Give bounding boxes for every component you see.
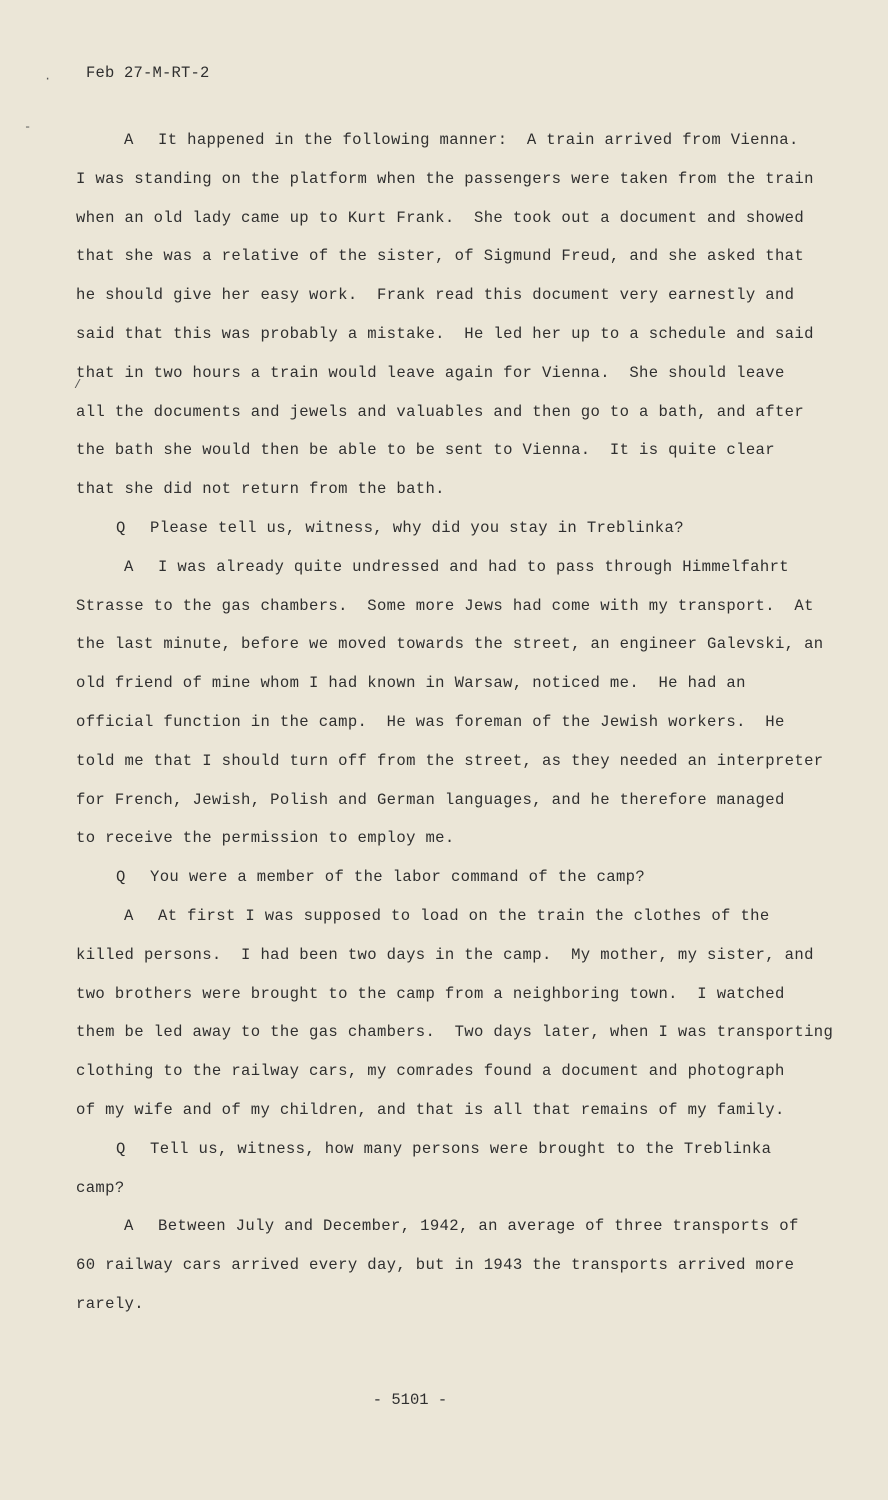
line-text: Please tell us, witness, why did you stay in Treblinka? (150, 518, 684, 537)
question-marker: Q (116, 868, 126, 887)
margin-mark: / (74, 378, 82, 392)
text-line (76, 160, 828, 199)
margin-mark: - (24, 120, 32, 134)
margin-mark: · (44, 72, 52, 86)
text-line (76, 199, 828, 238)
line-text: that in two hours a train would leave again for Vienna. She should leave (76, 363, 785, 382)
answer-marker: A (124, 131, 134, 149)
answer-line (76, 897, 828, 936)
answer-marker: A (124, 1217, 134, 1236)
line-text: killed persons. I had been two days in the camp. My mother, my sister, and (76, 945, 814, 964)
question-marker: Q (116, 518, 126, 537)
text-line (76, 470, 828, 509)
line-text: camp? (76, 1178, 125, 1197)
page-number: - 5101 - (372, 1391, 448, 1409)
answer-line (76, 548, 828, 587)
text-line (76, 393, 828, 432)
answer-marker: A (124, 906, 134, 925)
text-line (76, 1091, 828, 1130)
text-line (76, 1285, 828, 1324)
line-text: clothing to the railway cars, my comrades found a document and photograph (76, 1062, 785, 1081)
question-marker: Q (116, 1139, 126, 1158)
line-text: for French, Jewish, Polish and German languages, and he therefore managed (76, 790, 785, 809)
text-line (76, 625, 828, 664)
text-line (76, 703, 828, 742)
line-text: I was already quite undressed and had to pass through Himmelfahrt (158, 557, 790, 576)
text-line (76, 587, 828, 626)
transcript-body (76, 121, 834, 1324)
line-text: told me that I should turn off from the street, as they needed an interpreter (76, 751, 824, 770)
line-text: two brothers were brought to the camp from a neighboring town. I watched (76, 984, 785, 1003)
line-text: 60 railway cars arrived every day, but in 1943 the transports arrived more (76, 1256, 795, 1275)
line-text: that she did not return from the bath. (76, 480, 445, 499)
line-text: of my wife and of my children, and that is all that remains of my family. (76, 1100, 785, 1119)
answer-line (76, 121, 828, 160)
line-text: It happened in the following manner: A train arrived from Vienna. (158, 131, 799, 149)
line-text: official function in the camp. He was foreman of the Jewish workers. He (76, 712, 785, 731)
text-line (76, 1169, 828, 1208)
text-line (76, 431, 828, 470)
line-text: he should give her easy work. Frank read this document very earnestly and (76, 286, 795, 305)
line-text: Tell us, witness, how many persons were brought to the Treblinka (150, 1139, 772, 1158)
line-text: them be led away to the gas chambers. Two days later, when I was transporting (76, 1023, 834, 1042)
line-text: At first I was supposed to load on the train the clothes of the (158, 906, 770, 925)
line-text: all the documents and jewels and valuables and then go to a bath, and after (76, 402, 805, 421)
line-text: I was standing on the platform when the passengers were taken from the train (76, 169, 814, 188)
text-line (76, 1052, 828, 1091)
text-line (76, 315, 828, 354)
line-text: rarely. (76, 1294, 144, 1313)
document-reference: Feb 27-M-RT-2 (86, 64, 210, 82)
line-text: Between July and December, 1942, an average of three transports of (158, 1217, 799, 1236)
text-line (76, 742, 828, 781)
question-line (76, 1130, 828, 1169)
line-text: You were a member of the labor command of the camp? (150, 868, 646, 887)
line-text: to receive the permission to employ me. (76, 829, 455, 848)
text-line (76, 936, 828, 975)
question-line (76, 509, 828, 548)
answer-line (76, 1207, 828, 1246)
text-line (76, 819, 828, 858)
line-text: the last minute, before we moved towards the street, an engineer Galevski, an (76, 635, 824, 654)
line-text: old friend of mine whom I had known in Warsaw, noticed me. He had an (76, 674, 746, 693)
text-line (76, 1246, 828, 1285)
text-line (76, 781, 828, 820)
text-line (76, 276, 828, 315)
text-line (76, 1013, 834, 1052)
text-line (76, 664, 828, 703)
line-text: Strasse to the gas chambers. Some more Jews had come with my transport. At (76, 596, 814, 615)
text-line (76, 975, 828, 1014)
line-text: the bath she would then be able to be sent to Vienna. It is quite clear (76, 441, 775, 460)
line-text: that she was a relative of the sister, of Sigmund Freud, and she asked that (76, 247, 805, 266)
text-line (76, 354, 828, 393)
question-line (76, 858, 828, 897)
line-text: said that this was probably a mistake. He led her up to a schedule and said (76, 324, 814, 343)
answer-marker: A (124, 557, 134, 576)
text-line (76, 237, 828, 276)
line-text: when an old lady came up to Kurt Frank. She took out a document and showed (76, 208, 805, 227)
